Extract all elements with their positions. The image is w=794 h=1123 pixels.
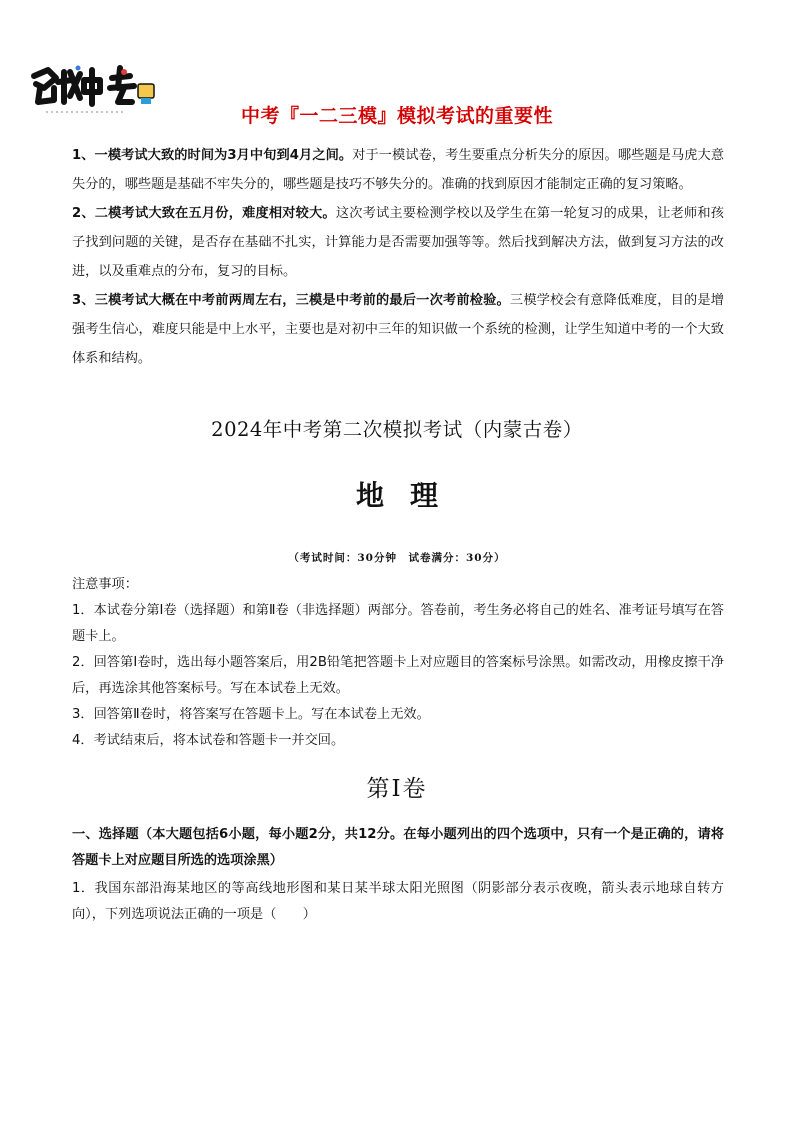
note-item-4: 4．考试结束后，将本试卷和答题卡一并交回。: [72, 733, 345, 748]
exam-title: 2024年中考第二次模拟考试（内蒙古卷）: [211, 418, 583, 441]
subject-title: 地理: [355, 479, 464, 512]
note-item-2: 2．回答第Ⅰ卷时，选出每小题答案后，用2B铅笔把答题卡上对应题目的答案标号涂黑。如需改动，用橡皮擦干净后，再选涂其他答案标号。写在本试卷上无效。: [72, 655, 724, 696]
notes-section: [72, 572, 724, 754]
section-heading: 一、选择题（本大题包括6小题，每小题2分，共12分。在每小题列出的四个选项中，只有一个是正确的，请将答题卡上对应题目所选的选项涂黑）: [72, 827, 724, 868]
notes-heading: 注意事项：: [72, 577, 138, 592]
note-item-3: 3．回答第Ⅱ卷时，将答案写在答题卡上。写在本试卷上无效。: [72, 707, 430, 722]
choice-section: [72, 822, 724, 928]
question-1: 1．我国东部沿海某地区的等高线地形图和某日某半球太阳光照图（阴影部分表示夜晚，箭头表示地球自转方向），下列选项说法正确的一项是（ ）: [72, 881, 724, 922]
intro-item-2: 2、二模考试大致在五月份，难度相对较大。这次考试主要检测学校以及学生在第一轮复习的成果，让老师和孩子找到问题的关键，是否存在基础不扎实，计算能力是否需要加强等等。然后找到解决方法，做到复习方法的改进，以及重难点的分布，复习的目标。: [72, 206, 724, 279]
intro-title: 中考『一二三模』模拟考试的重要性: [240, 105, 553, 127]
note-item-1: 1．本试卷分第Ⅰ卷（选择题）和第Ⅱ卷（非选择题）两部分。答卷前，考生务必将自己的姓名、准考证号填写在答题卡上。: [72, 603, 724, 644]
intro-item-1: 1、一模考试大致的时间为3月中旬到4月之间。对于一模试卷，考生要重点分析失分的原因。哪些题是马虎大意失分的，哪些题是基础不牢失分的，哪些题是技巧不够失分的。准确的找到原因才能制定正确的复习策略。: [72, 148, 725, 192]
part-title: 第Ⅰ卷: [366, 776, 428, 802]
exam-info: （考试时间：30分钟 试卷满分：30分）: [288, 552, 506, 564]
intro-section: [72, 141, 724, 373]
intro-item-3: 3、三模考试大概在中考前两周左右，三模是中考前的最后一次考前检验。三模学校会有意降低难度，目的是增强考生信心，难度只能是中上水平，主要也是对初中三年的知识做一个系统的检测，让学生知道中考的一个大致体系和结构。: [72, 293, 724, 366]
